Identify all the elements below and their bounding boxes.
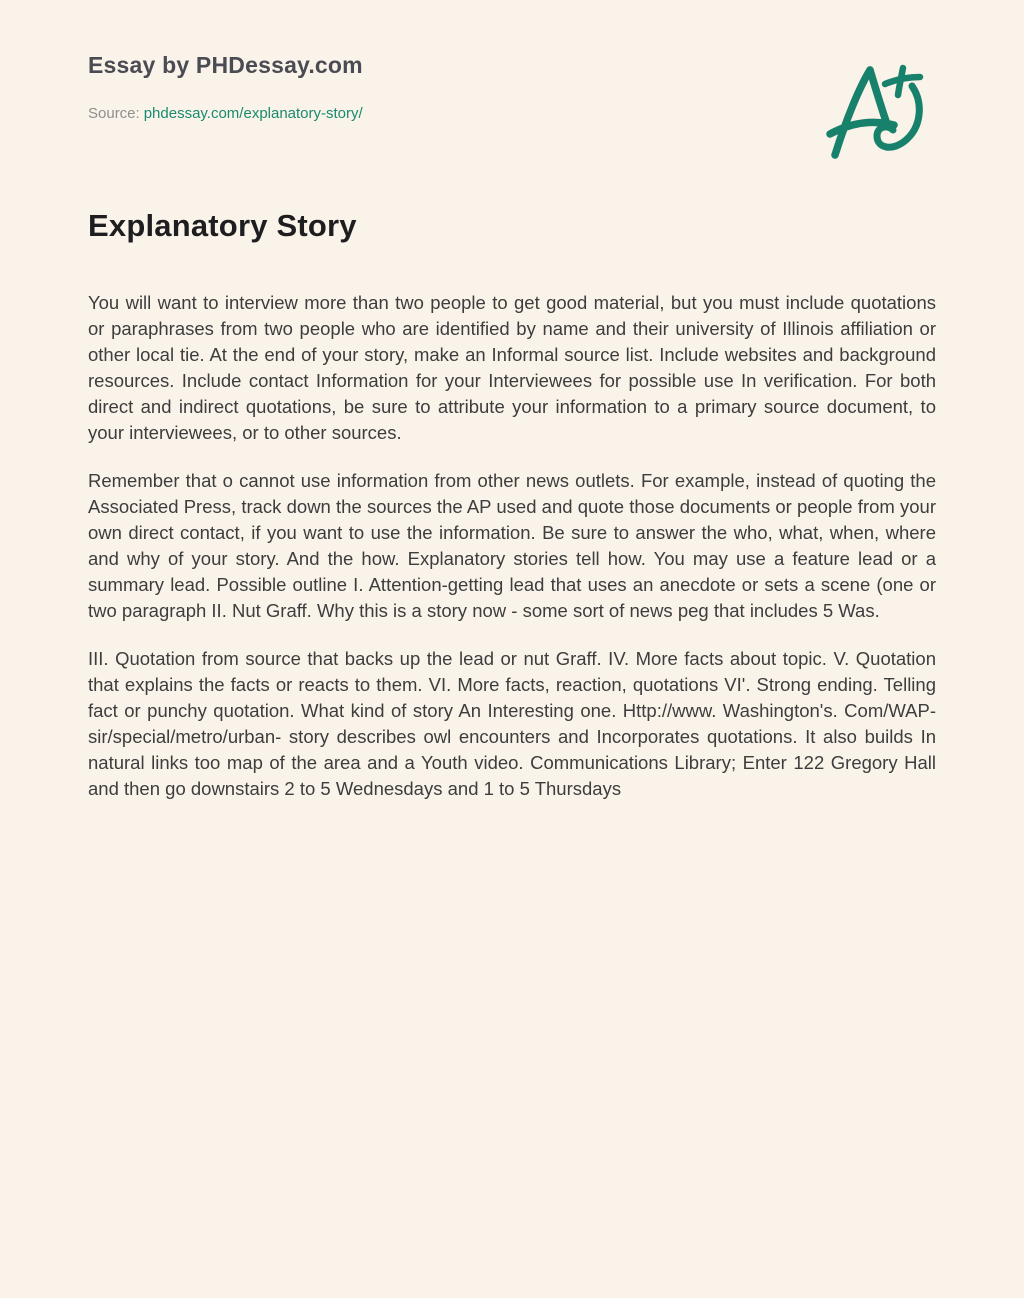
essay-byline: Essay by PHDessay.com bbox=[88, 52, 363, 78]
source-line bbox=[88, 105, 936, 122]
source-label: Source: bbox=[88, 105, 140, 122]
essay-paragraph-3: III. Quotation from source that backs up the lead or nut Graff. IV. More facts about topic. V. Quotation that explains the facts or reacts to them. VI. More facts, reaction, quotations VI'. Strong ending. Telling fact or punchy quotation. What kind of story An Interesting one. Http://www. Washington's. Com/WAP-sir/special/metro/urban- story describes owl encounters and Incorporates quotations. It also builds In natural links too map of the area and a Youth video. Communications Library; Enter 122 Gregory Hall and then go downstairs 2 to 5 Wednesdays and 1 to 5 Thursdays bbox=[88, 648, 936, 799]
a-plus-icon bbox=[826, 58, 926, 166]
essay-body bbox=[88, 290, 936, 802]
essay-paragraph-1: You will want to interview more than two people to get good material, but you must include quotations or paraphrases from two people who are identified by name and their university of Illinois affiliation or other local tie. At the end of your story, make an Informal source list. Include websites and background resources. Include contact Information for your Interviewees for possible use In verification. For both direct and indirect quotations, be sure to attribute your information to a primary source document, to your interviewees, or to other sources. bbox=[88, 292, 936, 443]
source-link[interactable]: phdessay.com/explanatory-story/ bbox=[143, 105, 363, 122]
essay-paragraph-2: Remember that o cannot use information from other news outlets. For example, instead of quoting the Associated Press, track down the sources the AP used and quote those documents or people from your own direct contact, if you want to use the information. Be sure to answer the who, what, when, where and why of your story. And the how. Explanatory stories tell how. You may use a feature lead or a summary lead. Possible outline I. Attention-getting lead that uses an anecdote or sets a scene (one or two paragraph II. Nut Graff. Why this is a story now - some sort of news peg that includes 5 Was. bbox=[88, 470, 936, 621]
phdessay-logo bbox=[826, 58, 926, 166]
essay-title: Explanatory Story bbox=[88, 208, 357, 243]
page-header bbox=[88, 52, 936, 122]
